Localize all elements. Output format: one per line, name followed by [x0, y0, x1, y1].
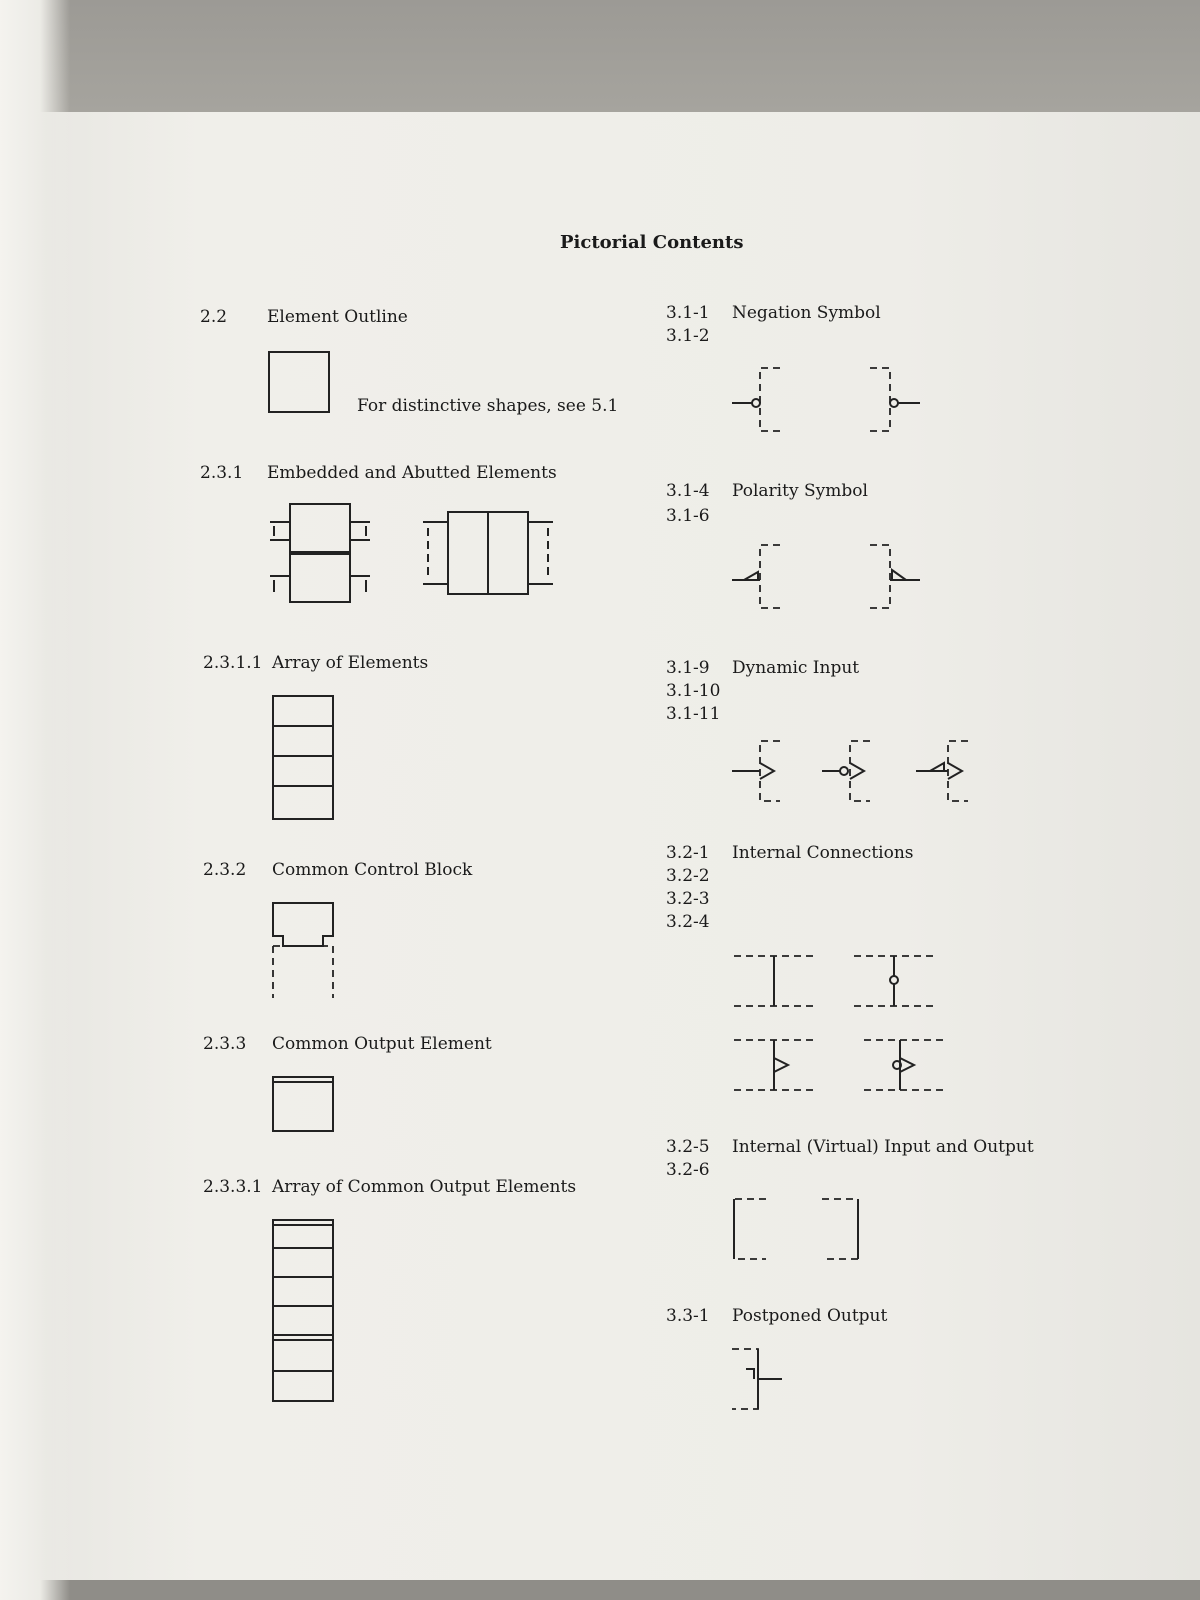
entry-number-3-2-2: 3.2-2: [666, 866, 710, 886]
array-common-output-symbol: [270, 1217, 340, 1407]
array-of-elements-symbol: [270, 693, 340, 823]
entry-number-2-3-2: 2.3.2: [203, 860, 247, 880]
polarity-symbol: [730, 540, 950, 615]
entry-number-2-3-1: 2.3.1: [200, 463, 244, 483]
entry-number-2-3-3-1: 2.3.3.1: [203, 1177, 263, 1197]
entry-label-array-common-output: Array of Common Output Elements: [272, 1177, 577, 1197]
entry-number-3-1-4: 3.1-4: [666, 481, 710, 501]
entry-number-3-1-1: 3.1-1: [666, 303, 710, 323]
internal-connections-symbol: [730, 948, 950, 1103]
entry-number-2-2: 2.2: [200, 307, 228, 327]
internal-virtual-io-symbol: [730, 1195, 890, 1265]
entry-number-2-3-1-1: 2.3.1.1: [203, 653, 263, 673]
negation-symbol: [730, 363, 950, 438]
entry-label-postponed-output: Postponed Output: [732, 1306, 888, 1326]
entry-label-internal-connections: Internal Connections: [732, 843, 914, 863]
entry-number-3-1-2: 3.1-2: [666, 326, 710, 346]
postponed-output-symbol: [730, 1345, 810, 1415]
background-surface: [0, 0, 1200, 125]
entry-number-3-1-10: 3.1-10: [666, 681, 721, 701]
entry-label-common-output-element: Common Output Element: [272, 1034, 492, 1054]
entry-number-2-3-3: 2.3.3: [203, 1034, 247, 1054]
entry-number-3-2-1: 3.2-1: [666, 843, 710, 863]
entry-label-embedded-abutted: Embedded and Abutted Elements: [267, 463, 557, 483]
common-output-element-symbol: [270, 1074, 340, 1134]
entry-label-element-outline: Element Outline: [267, 307, 408, 327]
entry-number-3-1-9: 3.1-9: [666, 658, 710, 678]
common-control-block-symbol: [270, 900, 340, 1000]
entry-number-3-2-4: 3.2-4: [666, 912, 710, 932]
entry-label-internal-virtual-io: Internal (Virtual) Input and Output: [732, 1137, 1034, 1157]
entry-number-3-1-11: 3.1-11: [666, 704, 721, 724]
entry-number-3-2-3: 3.2-3: [666, 889, 710, 909]
entry-label-polarity-symbol: Polarity Symbol: [732, 481, 868, 501]
entry-label-dynamic-input: Dynamic Input: [732, 658, 860, 678]
embedded-abutted-symbol: [268, 500, 568, 610]
entry-number-3-1-6: 3.1-6: [666, 506, 710, 526]
book-page: [0, 112, 1200, 1580]
entry-number-3-2-5: 3.2-5: [666, 1137, 710, 1157]
page-curl: [0, 0, 70, 1600]
entry-label-common-control-block: Common Control Block: [272, 860, 473, 880]
entry-label-array-of-elements: Array of Elements: [272, 653, 429, 673]
dynamic-input-symbol: [730, 737, 1000, 807]
entry-number-3-3-1: 3.3-1: [666, 1306, 710, 1326]
entry-number-3-2-6: 3.2-6: [666, 1160, 710, 1180]
element-outline-symbol: [265, 348, 335, 418]
distinctive-shapes-note: For distinctive shapes, see 5.1: [357, 396, 619, 416]
page-title: Pictorial Contents: [560, 232, 744, 253]
entry-label-negation-symbol: Negation Symbol: [732, 303, 881, 323]
